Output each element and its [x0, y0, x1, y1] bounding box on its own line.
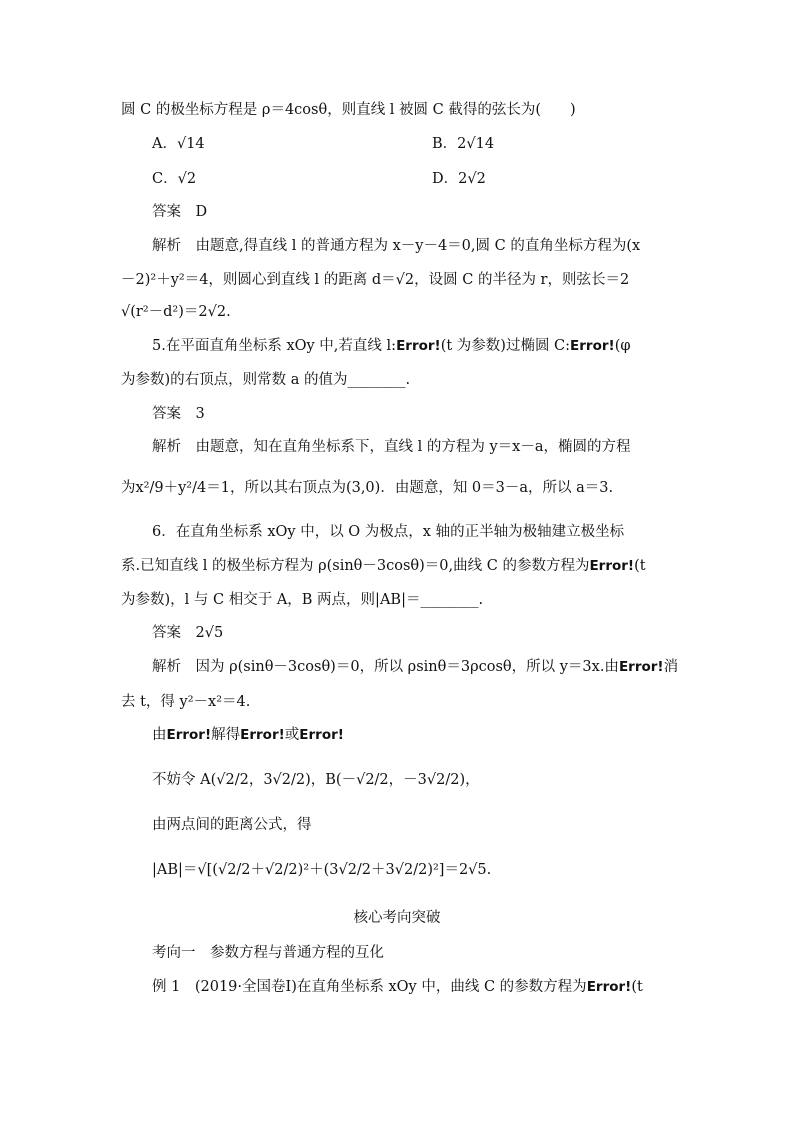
explanation-4-line-3: √(r²－d²)＝2√2. [121, 304, 231, 320]
example-1-line-1 [152, 977, 643, 997]
explanation-6-text: 解析 因为 ρ(sinθ－3cosθ)＝0，所以 ρsinθ＝3ρcosθ，所以 y＝3x.由 [152, 659, 619, 675]
question-6-line-1: 6．在直角坐标系 xOy 中，以 O 为极点，x 轴的正半轴为极轴建立极坐标 [152, 524, 625, 540]
error-placeholder: Error! [589, 558, 635, 574]
error-placeholder: Error! [618, 659, 664, 675]
example-1-text: 例 1 (2019·全国卷Ⅰ)在直角坐标系 xOy 中，曲线 C 的参数方程为 [152, 979, 587, 995]
explanation-6-text: 解得 [211, 727, 241, 743]
explanation-4-line-2: －2)²＋y²＝4，则圆心到直线 l 的距离 d＝√2，设圆 C 的半径为 r，则弦长＝2 [121, 272, 630, 288]
error-placeholder: Error! [166, 727, 212, 743]
explanation-6-line-4: 不妨令 A(√2/2，3√2/2)，B(－√2/2，－3√2/2)， [152, 772, 480, 788]
option-b: B．2√14 [432, 136, 495, 152]
explanation-5-line-1: 解析 由题意，知在直角坐标系下，直线 l 的方程为 y＝x－a，椭圆的方程 [152, 439, 631, 455]
error-placeholder: Error! [586, 979, 632, 995]
example-1-text: (t [631, 979, 643, 995]
explanation-6-text: 或 [284, 727, 300, 743]
question-6-line-3: 为参数)，l 与 C 相交于 A，B 两点，则|AB|＝________. [121, 592, 484, 608]
option-a: A．√14 [152, 136, 205, 152]
explanation-6-line-5: 由两点间的距离公式，得 [152, 817, 312, 833]
question-6-text: (t [634, 558, 646, 574]
question-5-text: 5.在平面直角坐标系 xOy 中,若直线 l: [152, 338, 397, 354]
answer-6: 答案 2√5 [152, 625, 224, 641]
error-placeholder: Error! [299, 727, 344, 743]
explanation-6-text: 由 [152, 727, 167, 743]
explanation-6-formula: |AB|＝√[(√2/2＋√2/2)²＋(3√2/2＋3√2/2)²]＝2√5. [152, 862, 492, 878]
error-placeholder: Error! [396, 338, 441, 354]
question-5-text: (φ [614, 338, 631, 354]
explanation-5-line-2: 为x²/9＋y²/4＝1，所以其右顶点为(3,0)．由题意，知 0＝3－a，所以 a＝3. [121, 480, 614, 496]
question-5-line-1 [152, 336, 631, 356]
explanation-6-line-1 [152, 657, 678, 677]
explanation-6-line-3 [152, 725, 344, 745]
explanation-6-text: 消 [663, 659, 679, 675]
answer-4: 答案 D [152, 204, 208, 220]
question-5-line-2: 为参数)的右顶点，则常数 a 的值为________. [121, 372, 411, 388]
question-6-text: 系.已知直线 l 的极坐标方程为 ρ(sinθ－3cosθ)＝0,曲线 C 的参数方程为 [121, 558, 590, 574]
explanation-4-line-1: 解析 由题意,得直线 l 的普通方程为 x－y－4＝0,圆 C 的直角坐标方程为(x [152, 238, 641, 254]
section-heading: 核心考向突破 [353, 910, 441, 926]
error-placeholder: Error! [570, 338, 615, 354]
question-5-text: (t 为参数)过椭圆 C: [440, 338, 571, 354]
direction-heading: 考向一 参数方程与普通方程的互化 [152, 945, 384, 961]
question-4-tail: 圆 C 的极坐标方程是 ρ＝4cosθ，则直线 l 被圆 C 截得的弦长为( ) [121, 102, 576, 118]
option-d: D．2√2 [432, 171, 486, 187]
question-6-line-2 [121, 556, 646, 576]
explanation-6-line-2: 去 t，得 y²－x²＝4. [121, 694, 251, 710]
answer-5: 答案 3 [152, 406, 205, 422]
error-placeholder: Error! [240, 727, 285, 743]
option-c: C．√2 [152, 171, 197, 187]
